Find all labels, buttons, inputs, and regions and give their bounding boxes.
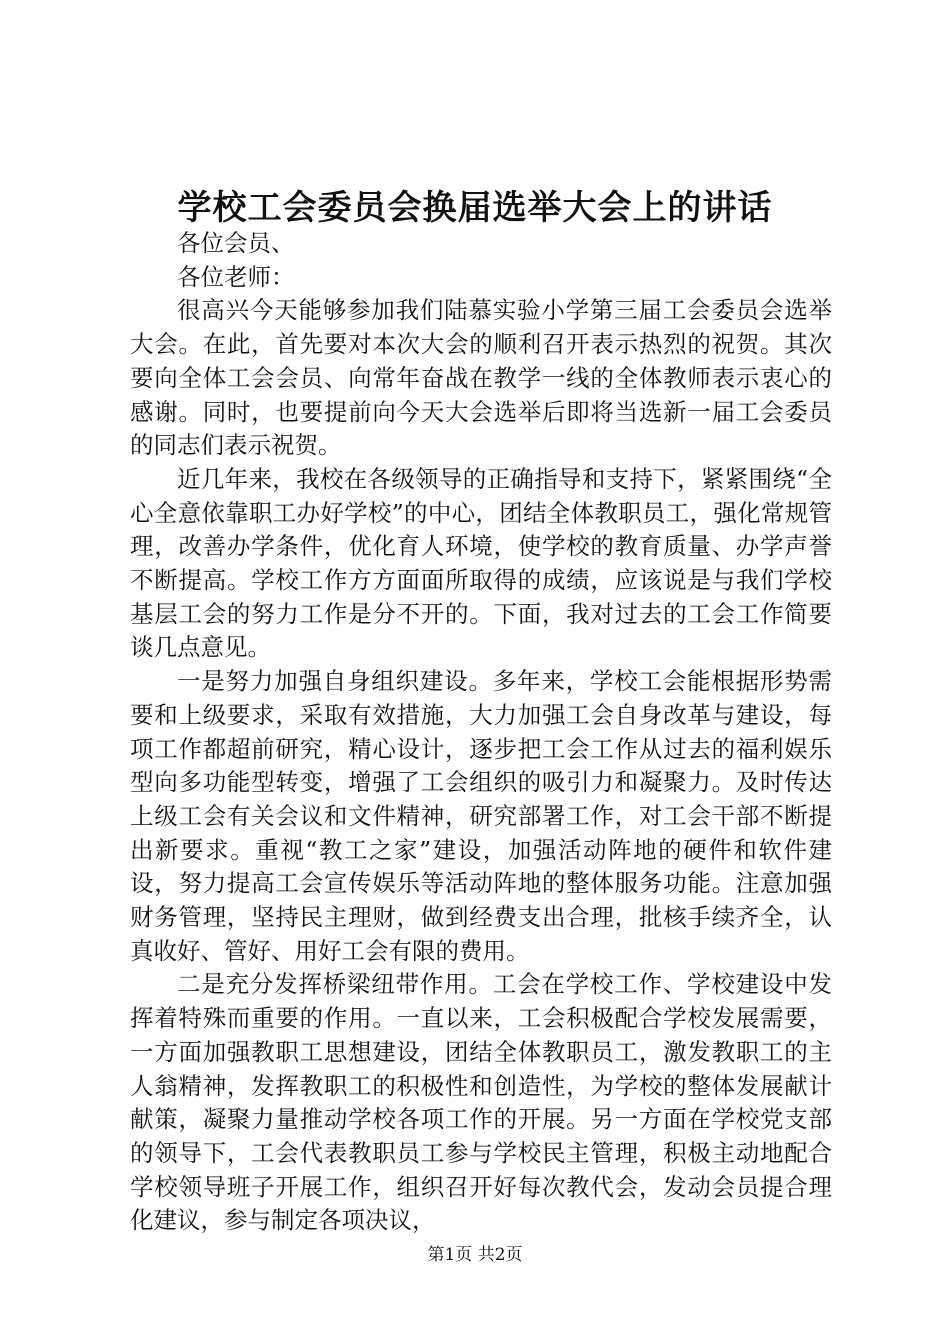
page-number-footer: 第1页 共2页 (427, 1245, 523, 1265)
paragraph-opening: 很高兴今天能够参加我们陆慕实验小学第三届工会委员会选举大会。在此，首先要对本次大会的顺利召开表示热烈的祝贺。其次要向全体工会会员、向常年奋战在教学一线的全体教师表示衷心的感谢。同时，也要提前向今天大会选举后即将当选新一届工会委员的同志们表示祝贺。 (130, 296, 832, 460)
paragraph-bridge-role: 二是充分发挥桥梁纽带作用。工会在学校工作、学校建设中发挥着特殊而重要的作用。一直以来，工会积极配合学校发展需要，一方面加强教职工思想建设，团结全体教职员工，激发教职工的主人翁精神，发挥教职工的积极性和创造性，为学校的整体发展献计献策，凝聚力量推动学校各项工作的开展。另一方面在学校党支部的领导下，工会代表教职员工参与学校民主管理，积极主动地配合学校领导班子开展工作，组织召开好每次教代会，发动会员提合理化建议，参与制定各项决议， (130, 970, 832, 1235)
salutation-members: 各位会员、 (177, 229, 295, 257)
salutation-teachers: 各位老师： (177, 262, 295, 291)
paragraph-recent-years: 近几年来，我校在各级领导的正确指导和支持下，紧紧围绕“全心全意依靠职工办好学校”的中心，团结全体教职员工，强化常规管理，改善办学条件，优化育人环境，使学校的教育质量、办学声誉不断提高。学校工作方方面面所取得的成绩，应该说是与我们学校基层工会的努力工作是分不开的。下面，我对过去的工会工作简要谈几点意见。 (130, 464, 832, 662)
document-body (130, 227, 832, 1238)
document-title: 学校工会委员会换届选举大会上的讲话 (177, 188, 773, 228)
paragraph-organization-building: 一是努力加强自身组织建设。多年来，学校工会能根据形势需要和上级要求，采取有效措施，大力加强工会自身改革与建设，每项工作都超前研究，精心设计，逐步把工会工作从过去的福利娱乐型向多功能型转变，增强了工会组织的吸引力和凝聚力。及时传达上级工会有关会议和文件精神，研究部署工作，对工会干部不断提出新要求。重视“教工之家”建设，加强活动阵地的硬件和软件建设，努力提高工会宣传娱乐等活动阵地的整体服务功能。注意加强财务管理，坚持民主理财，做到经费支出合理，批核手续齐全，认真收好、管好、用好工会有限的费用。 (130, 667, 832, 965)
